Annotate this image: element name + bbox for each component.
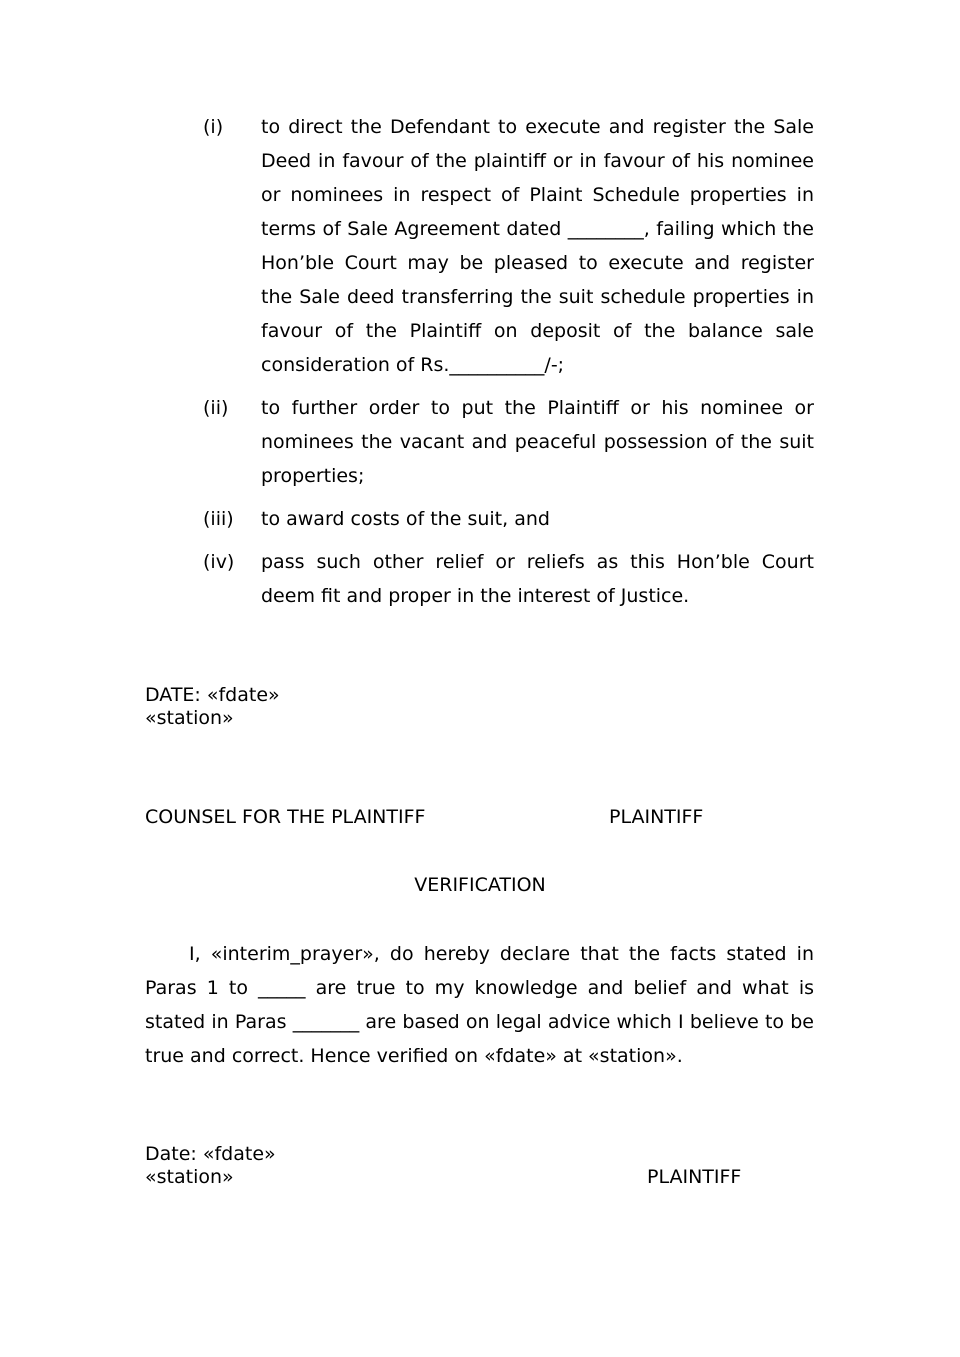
prayer-list	[203, 110, 814, 622]
prayer-item	[203, 391, 814, 493]
verification-title: VERIFICATION	[414, 874, 546, 896]
prayer-number: (iv)	[203, 551, 235, 573]
prayer-number: (iii)	[203, 508, 234, 530]
station-line: «station»	[145, 707, 234, 729]
prayer-text: to direct the Defendant to execute and register the Sale Deed in favour of the plaintiff or in favour of his nominee or nominees in respect of Plaint Schedule properties in terms of Sale Agreement dated ________, failing which the Hon’ble Court may be pleased to execute and register the Sale deed transferring the suit schedule properties in favour of the Plaintiff on deposit of the balance sale consideration of Rs.__________/-;	[261, 116, 814, 376]
verification-plaintiff-label: PLAINTIFF	[647, 1166, 742, 1188]
prayer-item	[203, 545, 814, 613]
prayer-text: pass such other relief or reliefs as this Hon’ble Court deem fit and proper in the interest of Justice.	[261, 551, 814, 607]
verification-station-line: «station»	[145, 1166, 234, 1188]
plaintiff-label: PLAINTIFF	[609, 806, 704, 828]
prayer-number: (i)	[203, 116, 224, 138]
counsel-label: COUNSEL FOR THE PLAINTIFF	[145, 806, 426, 828]
prayer-number: (ii)	[203, 397, 229, 419]
verification-body: I, «interim_prayer», do hereby declare that the facts stated in Paras 1 to _____ are true to my knowledge and belief and what is stated in Paras _______ are based on legal advice which I believe to be true and correct. Hence verified on «fdate» at «station».	[145, 943, 814, 1067]
prayer-item	[203, 110, 814, 382]
prayer-text: to award costs of the suit, and	[261, 508, 550, 530]
prayer-text: to further order to put the Plaintiff or his nominee or nominees the vacant and peaceful possession of the suit properties;	[261, 397, 814, 487]
prayer-item	[203, 502, 814, 536]
verification-date-line: Date: «fdate»	[145, 1143, 276, 1165]
date-line: DATE: «fdate»	[145, 684, 280, 706]
